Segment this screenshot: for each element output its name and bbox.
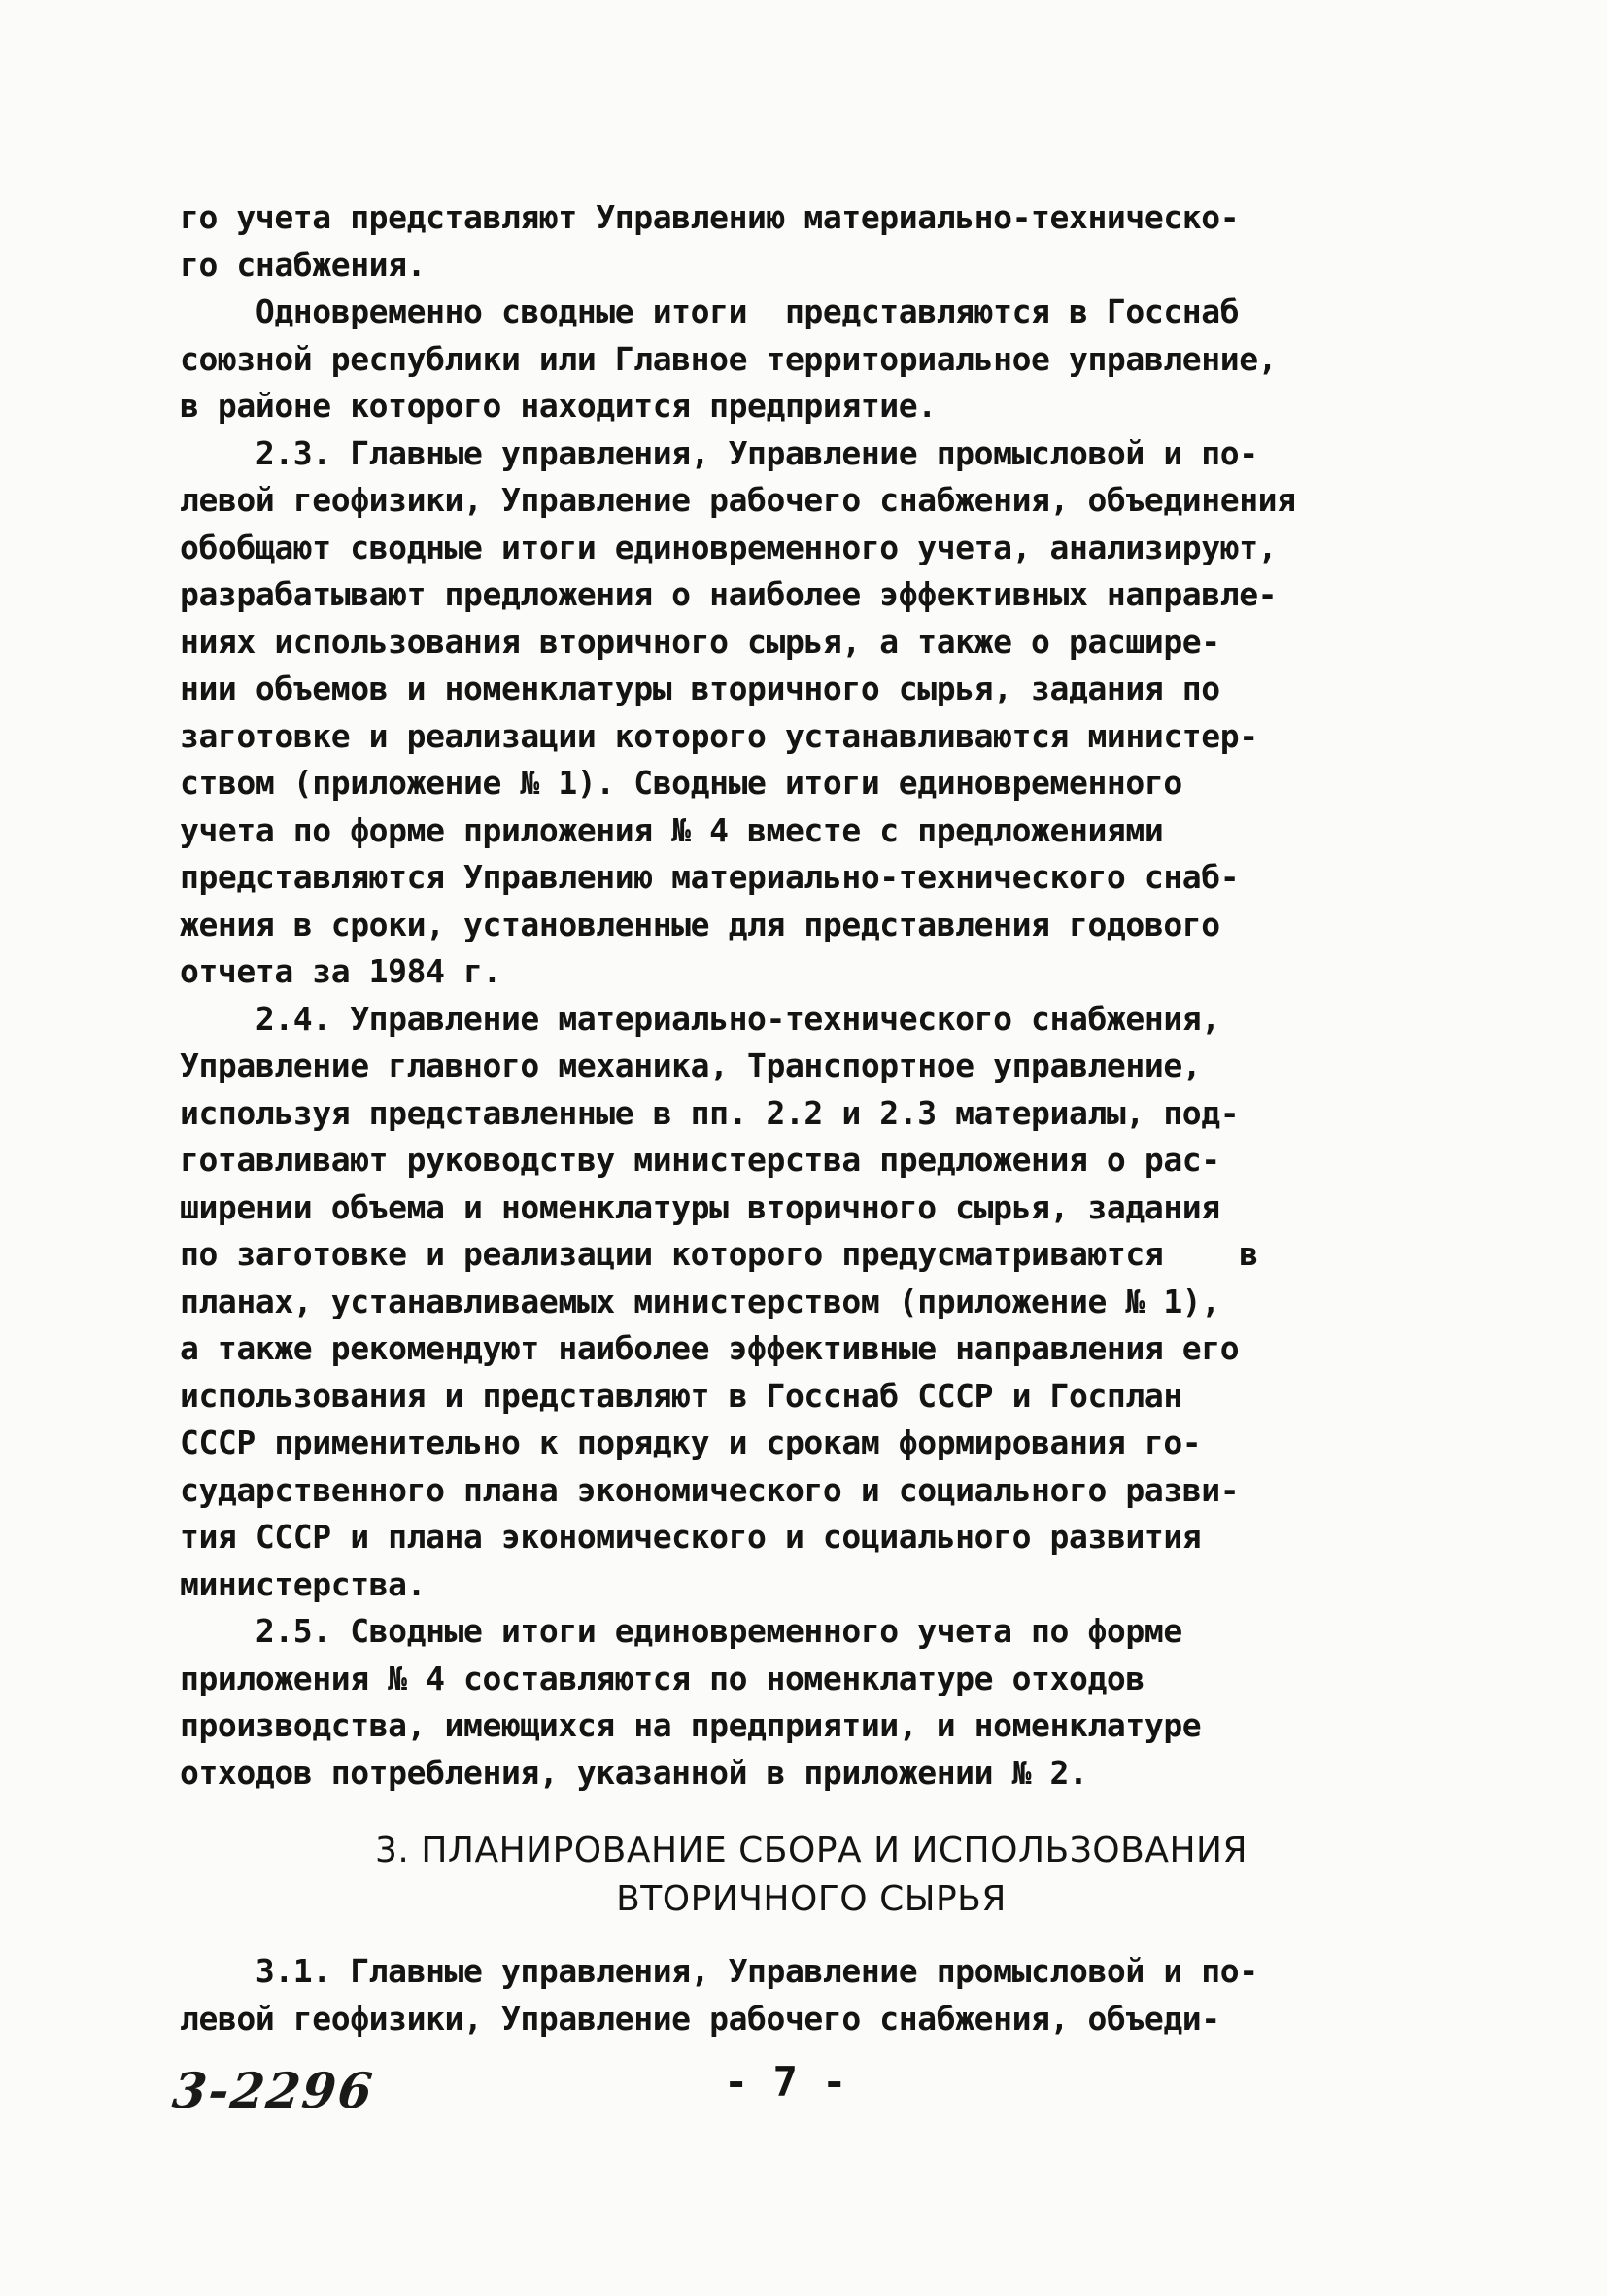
body-text-section-2 [180,194,1443,1797]
text-line: левой геофизики, Управление рабочего снабжения, объединения [180,481,1296,519]
text-line: готавливают руководству министерства предложения о рас- [180,1141,1220,1179]
body-text-section-3 [180,1948,1443,2042]
text-line: обобщают сводные итоги единовременного учета, анализируют, [180,528,1278,566]
text-line: Одновременно сводные итоги представляются в Госснаб [180,292,1240,330]
text-line: производства, имеющихся на предприятии, и номенклатуре [180,1706,1202,1744]
heading-line: ВТОРИЧНОГО СЫРЬЯ [616,1879,1007,1919]
text-line: союзной республики или Главное территориальное управление, [180,339,1278,378]
text-line: учета по форме приложения № 4 вместе с предложениями [180,810,1164,849]
text-line: го учета представляют Управлению материально-техническо- [180,198,1240,236]
text-line: нии объемов и номенклатуры вторичного сырья, задания по [180,669,1220,707]
text-line: а также рекомендуют наиболее эффективные направления его [180,1329,1240,1367]
text-line: использования и представляют в Госснаб СССР и Госплан [180,1376,1182,1415]
text-line: левой геофизики, Управление рабочего снабжения, объеди- [180,1999,1220,2038]
text-line: 2.4. Управление материально-технического снабжения, [180,999,1220,1038]
handwritten-stamp: 3-2296 [169,2062,377,2119]
text-line: СССР применительно к порядку и срокам формирования го- [180,1423,1202,1461]
text-line: министерства. [180,1564,427,1603]
text-line: используя представленные в пп. 2.2 и 2.3 материалы, под- [180,1093,1240,1132]
text-line: заготовке и реализации которого устанавливаются министер- [180,716,1258,755]
text-line: го снабжения. [180,245,427,284]
text-line: Управление главного механика, Транспортное управление, [180,1046,1202,1084]
text-line: ширении объема и номенклатуры вторичного сырья, задания [180,1187,1220,1226]
heading-line: 3. ПЛАНИРОВАНИЕ СБОРА И ИСПОЛЬЗОВАНИЯ [375,1831,1248,1870]
text-line: ством (приложение № 1). Сводные итоги единовременного [180,764,1182,802]
text-line: отчета за 1984 г. [180,952,501,990]
text-line: по заготовке и реализации которого предусматриваются в [180,1235,1258,1273]
text-line: отходов потребления, указанной в приложении № 2. [180,1753,1088,1792]
text-line: тия СССР и плана экономического и социального развития [180,1518,1202,1556]
text-line: 2.5. Сводные итоги единовременного учета по форме [180,1612,1182,1650]
text-line: 2.3. Главные управления, Управление промысловой и по- [180,433,1258,472]
text-line: ниях использования вторичного сырья, а также о расшире- [180,622,1220,661]
text-line: в районе которого находится предприятие. [180,387,937,425]
text-line: представляются Управлению материально-технического снаб- [180,858,1240,896]
text-line: приложения № 4 составляются по номенклатуре отходов [180,1659,1145,1697]
text-line: жения в сроки, установленные для представления годового [180,905,1220,943]
text-line: 3.1. Главные управления, Управление промысловой и по- [180,1952,1258,1990]
text-line: планах, устанавливаемых министерством (приложение № 1), [180,1282,1220,1320]
page-number: - 7 - [724,2058,847,2106]
text-line: разрабатывают предложения о наиболее эффективных направле- [180,575,1278,613]
text-line: сударственного плана экономического и социального разви- [180,1470,1240,1509]
section-3-heading [180,1827,1443,1924]
